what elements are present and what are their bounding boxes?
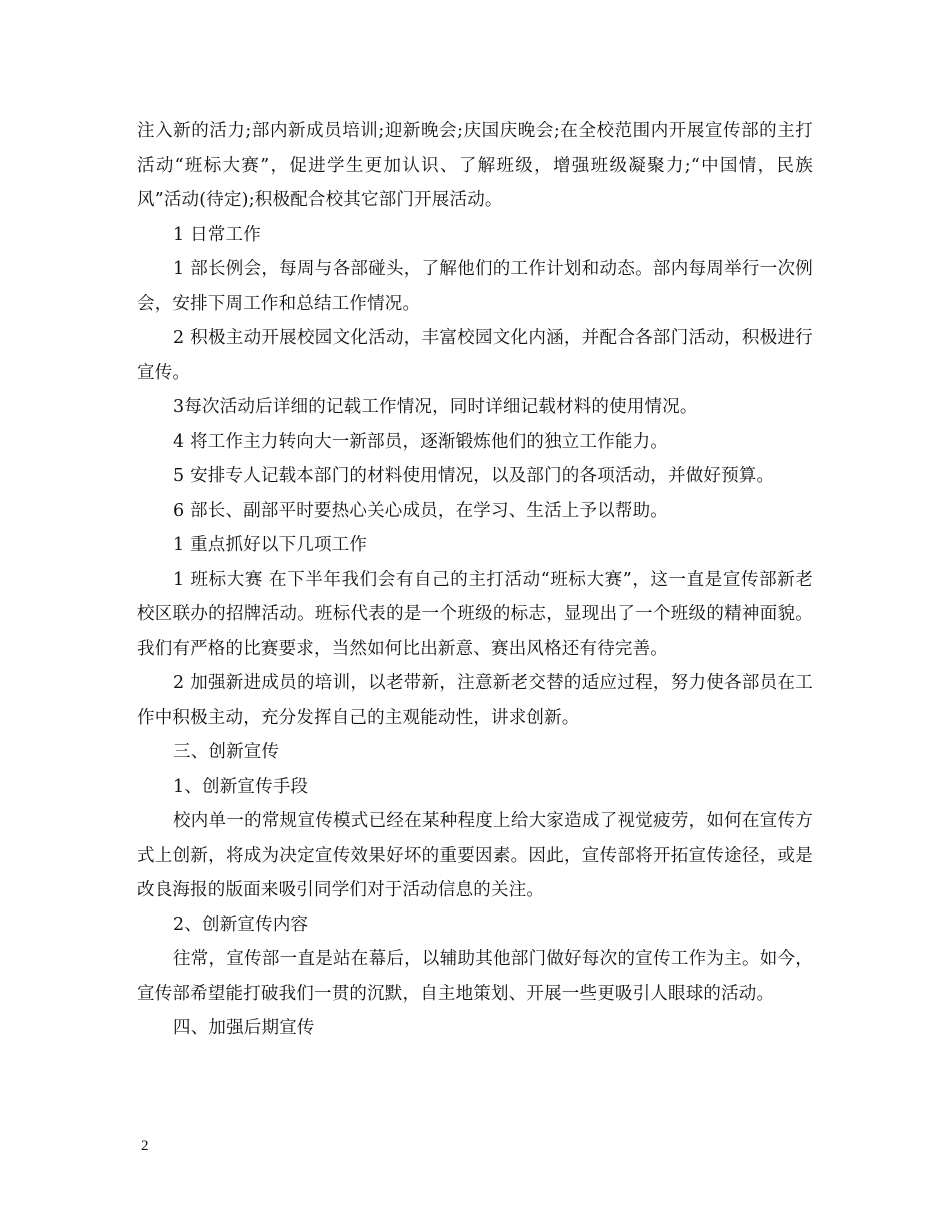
- subsection-heading: 1、创新宣传手段: [173, 776, 309, 797]
- paragraph: 6 部长、副部平时要热心关心成员，在学习、生活上予以帮助。: [173, 500, 668, 521]
- paragraph: 注入新的活力;部内新成员培训;迎新晚会;庆国庆晚会;在全校范围内开展宣传部的主打活动“班标大赛”，促进学生更加认识、了解班级，增强班级凝聚力;“中国情，民族风”活动(待定);积极配合校其它部门开展活动。: [137, 121, 813, 210]
- subsection-heading: 2、创新宣传内容: [173, 914, 309, 935]
- paragraph: 1 部长例会，每周与各部碰头，了解他们的工作计划和动态。部内每周举行一次例会，安排下周工作和总结工作情况。: [137, 259, 813, 314]
- paragraph: 2 加强新进成员的培训，以老带新，注意新老交替的适应过程，努力使各部员在工作中积极主动，充分发挥自己的主观能动性，讲求创新。: [137, 673, 813, 728]
- section-heading: 四、加强后期宣传: [173, 1018, 315, 1038]
- document-body: [137, 114, 813, 1046]
- paragraph: 校内单一的常规宣传模式已经在某种程度上给大家造成了视觉疲劳，如何在宣传方式上创新，将成为决定宣传效果好坏的重要因素。因此，宣传部将开拓宣传途径，或是改良海报的版面来吸引同学们对于活动信息的关注。: [137, 811, 813, 900]
- section-heading: 1 重点抓好以下几项工作: [173, 535, 368, 555]
- page-number: 2: [141, 1138, 149, 1154]
- paragraph: 往常，宣传部一直是站在幕后，以辅助其他部门做好每次的宣传工作为主。如今，宣传部希望能打破我们一贯的沉默，自主地策划、开展一些更吸引人眼球的活动。: [137, 949, 813, 1004]
- paragraph: 2 积极主动开展校园文化活动，丰富校园文化内涵，并配合各部门活动，积极进行宣传。: [137, 328, 813, 383]
- paragraph: 1 班标大赛 在下半年我们会有自己的主打活动“班标大赛”，这一直是宣传部新老校区联办的招牌活动。班标代表的是一个班级的标志，显现出了一个班级的精神面貌。我们有严格的比赛要求，当然如何比出新意、赛出风格还有待完善。: [137, 569, 813, 659]
- section-heading: 1 日常工作: [173, 224, 261, 245]
- paragraph: 4 将工作主力转向大一新部员，逐渐锻炼他们的独立工作能力。: [173, 431, 668, 452]
- paragraph: 5 安排专人记载本部门的材料使用情况，以及部门的各项活动，并做好预算。: [173, 466, 775, 486]
- paragraph: 3每次活动后详细的记载工作情况，同时详细记载材料的使用情况。: [173, 397, 698, 417]
- section-heading: 三、创新宣传: [173, 742, 280, 762]
